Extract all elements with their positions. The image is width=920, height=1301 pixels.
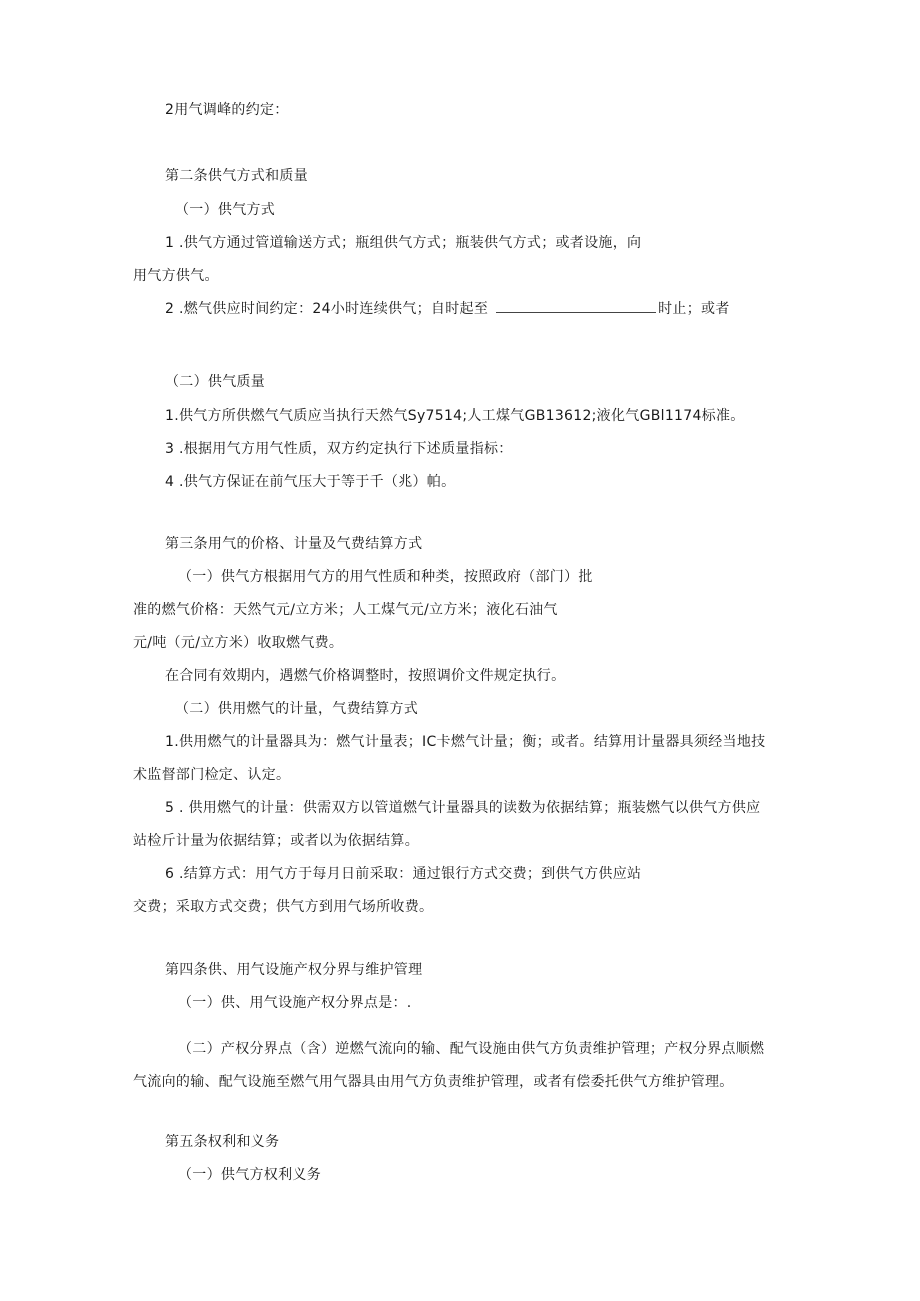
text-line: （二）产权分界点（含）逆燃气流向的输、配气设施由供气方负责维护管理；产权分界点顺燃 [178,1041,765,1057]
text-line: 用气方供气。 [133,268,219,284]
subsection-heading: （一）供气方权利义务 [178,1167,321,1183]
fill-in-blank [496,300,656,313]
text-segment: 2 .燃气供应时间约定：24小时连续供气；自时起至 [165,301,489,317]
text-line: 元/吨（元/立方米）收取燃气费。 [133,635,344,651]
text-line: 1 .供气方通过管道输送方式；瓶组供气方式；瓶装供气方式；或者设施，向 [165,235,642,251]
text-line: 准的燃气价格：天然气元/立方米；人工煤气元/立方米；液化石油气 [133,602,558,618]
section-heading: 第五条权利和义务 [165,1134,280,1150]
text-line: 2用气调峰的约定： [165,102,289,118]
section-heading: 第四条供、用气设施产权分界与维护管理 [165,962,423,978]
subsection-heading: （一）供气方式 [175,202,276,218]
text-line: 站检斤计量为依据结算；或者以为依据结算。 [133,833,419,849]
text-line: 在合同有效期内，遇燃气价格调整时，按照调价文件规定执行。 [165,668,566,684]
subsection-heading: （二）供气质量 [165,374,266,390]
text-line: （一）供气方根据用气方的用气性质和种类，按照政府（部门）批 [178,569,593,585]
text-line: 交费；采取方式交费；供气方到用气场所收费。 [133,899,434,915]
section-heading: 第二条供气方式和质量 [165,168,308,184]
text-line: 5 . 供用燃气的计量：供需双方以管道燃气计量器具的读数为依据结算；瓶装燃气以供气方供应 [165,800,761,816]
text-line: 1.供用燃气的计量器具为：燃气计量表；IC卡燃气计量；衡；或者。结算用计量器具须经当地技 [165,734,766,750]
subsection-heading: （一）供、用气设施产权分界点是：. [178,995,412,1011]
subsection-heading: （二）供用燃气的计量，气费结算方式 [175,701,419,717]
text-line: 气流向的输、配气设施至燃气用气器具由用气方负责维护管理，或者有偿委托供气方维护管理。 [133,1074,734,1090]
text-line: 3 .根据用气方用气性质，双方约定执行下述质量指标： [165,441,513,457]
text-line: 6 .结算方式：用气方于每月日前采取：通过银行方式交费；到供气方供应站 [165,866,642,882]
text-segment: 时止；或者 [658,301,730,317]
text-line: 术监督部门检定、认定。 [133,767,291,783]
text-line: 4 .供气方保证在前气压大于等于千（兆）帕。 [165,474,456,490]
text-line: 1.供气方所供燃气气质应当执行天然气Sy7514;人工煤气GB13612;液化气GBl1174标准。 [165,408,745,424]
text-line [165,300,730,318]
section-heading: 第三条用气的价格、计量及气费结算方式 [165,536,423,552]
